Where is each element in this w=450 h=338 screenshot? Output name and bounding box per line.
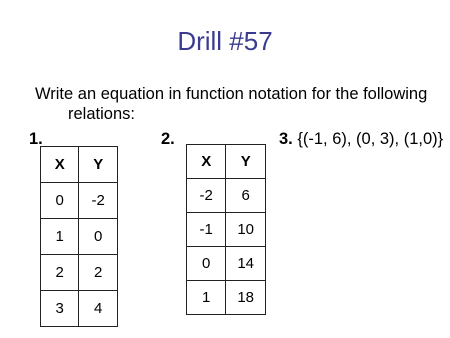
table-row bbox=[41, 183, 118, 219]
slide-title: Drill #57 bbox=[177, 26, 273, 56]
problem-1-number: 1. bbox=[29, 130, 43, 148]
problem-3-relation: {(-1, 6), (0, 3), (1,0)} bbox=[297, 130, 444, 148]
cell-x: 1 bbox=[187, 281, 226, 315]
cell-x: 0 bbox=[41, 183, 79, 219]
table-row bbox=[187, 247, 266, 281]
problem-2-table bbox=[186, 144, 266, 315]
table-row bbox=[187, 179, 266, 213]
problem-3-number: 3. bbox=[279, 130, 293, 148]
table-header-row bbox=[187, 145, 266, 179]
cell-x: 2 bbox=[41, 255, 79, 291]
header-x: X bbox=[187, 145, 226, 179]
header-y: Y bbox=[226, 145, 266, 179]
instructions-line-2: relations: bbox=[68, 105, 135, 123]
cell-y: -2 bbox=[79, 183, 118, 219]
cell-x: 0 bbox=[187, 247, 226, 281]
cell-x: -2 bbox=[187, 179, 226, 213]
cell-x: 1 bbox=[41, 219, 79, 255]
problem-1-table bbox=[40, 146, 118, 327]
cell-y: 10 bbox=[226, 213, 266, 247]
cell-y: 6 bbox=[226, 179, 266, 213]
table-row bbox=[187, 281, 266, 315]
cell-y: 14 bbox=[226, 247, 266, 281]
table-row bbox=[41, 291, 118, 327]
table-row bbox=[41, 219, 118, 255]
cell-y: 4 bbox=[79, 291, 118, 327]
problem-2-number: 2. bbox=[161, 130, 175, 148]
cell-y: 0 bbox=[79, 219, 118, 255]
cell-y: 18 bbox=[226, 281, 266, 315]
table-header-row bbox=[41, 147, 118, 183]
table-row bbox=[41, 255, 118, 291]
cell-x: 3 bbox=[41, 291, 79, 327]
cell-y: 2 bbox=[79, 255, 118, 291]
header-x: X bbox=[41, 147, 79, 183]
problem-3 bbox=[279, 129, 443, 149]
instructions-line-1: Write an equation in function notation for the following bbox=[35, 85, 428, 103]
cell-x: -1 bbox=[187, 213, 226, 247]
table-row bbox=[187, 213, 266, 247]
header-y: Y bbox=[79, 147, 118, 183]
